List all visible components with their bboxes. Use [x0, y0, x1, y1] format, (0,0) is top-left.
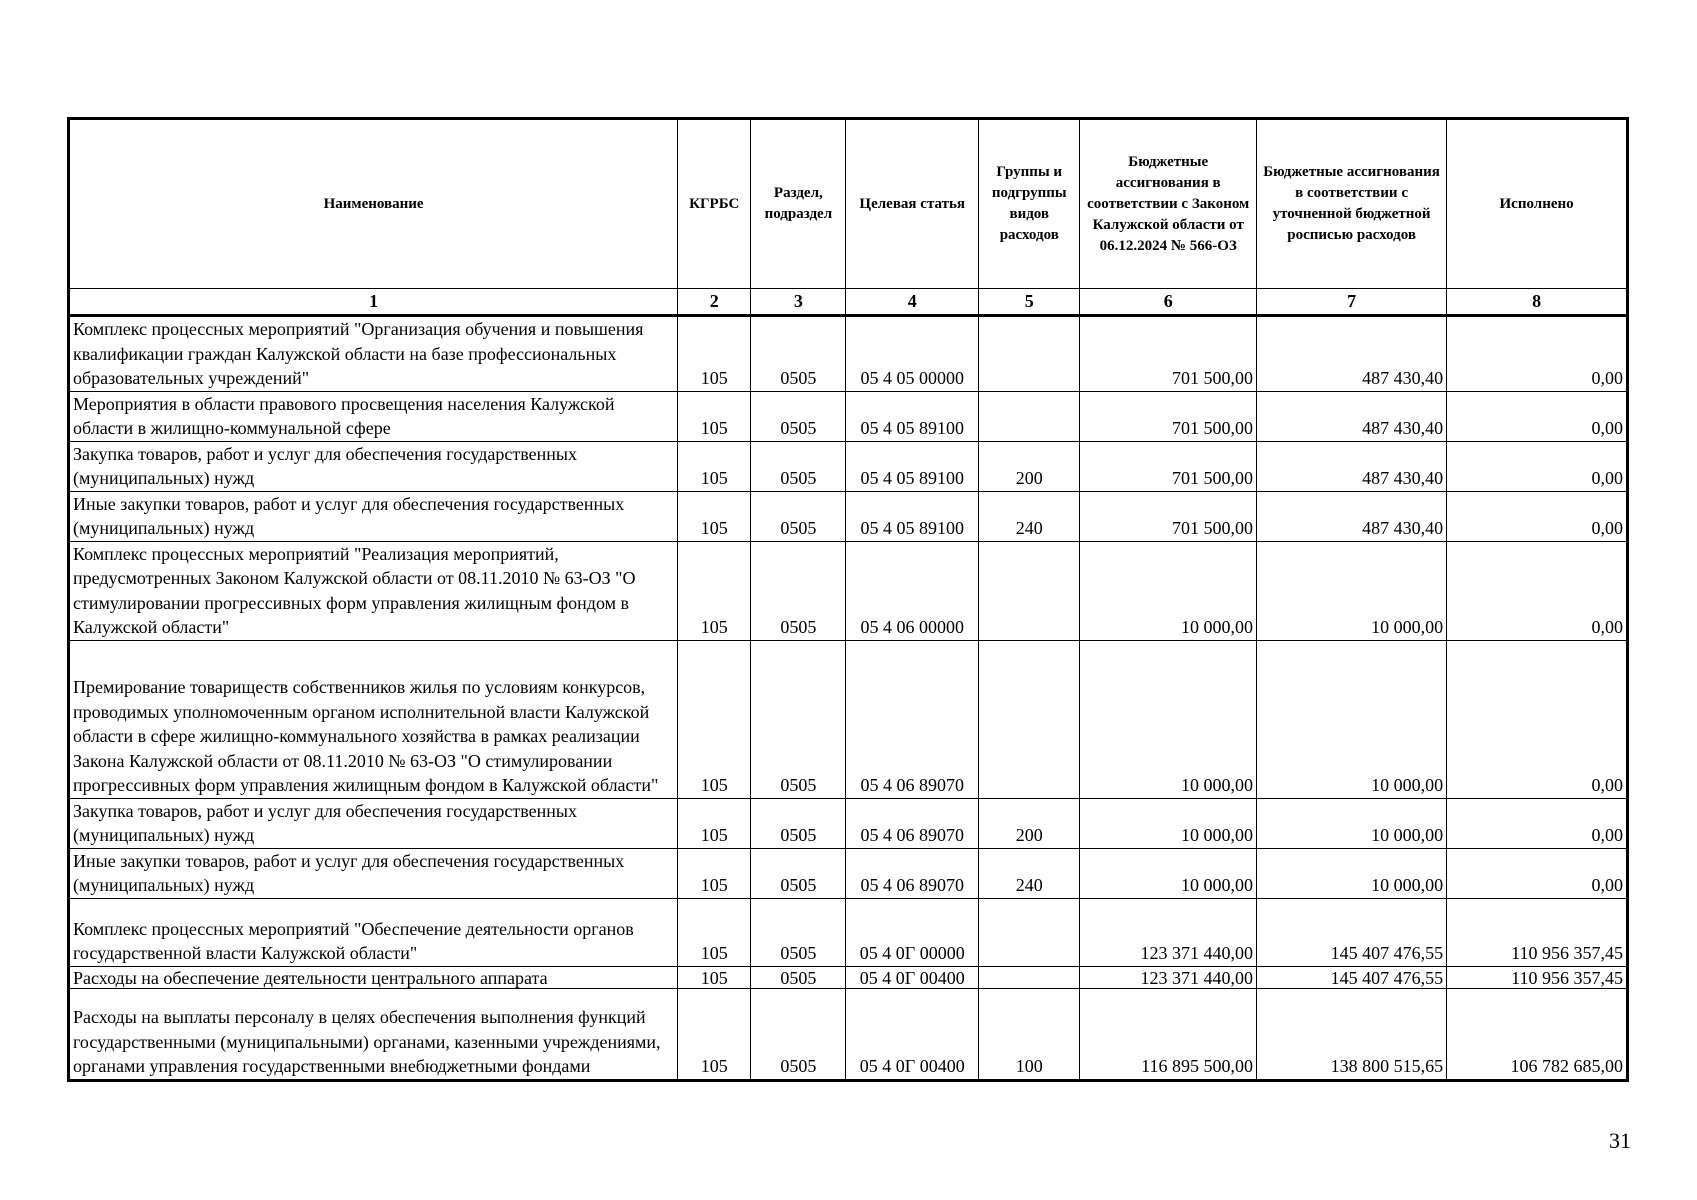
header-law-allocations: Бюджетные ассигнования в соответствии с Законом Калужской области от 06.12.2024 № 566-ОЗ [1080, 119, 1257, 289]
cell-refined-allocation: 138 800 515,65 [1257, 988, 1447, 1080]
cell-name: Иные закупки товаров, работ и услуг для обеспечения государственных (муниципальных) нужд [69, 848, 678, 898]
table-header [69, 119, 1628, 316]
cell-name: Комплекс процессных мероприятий "Обеспечение деятельности органов государственной власти Калужской области" [69, 898, 678, 966]
table-row [69, 798, 1628, 848]
column-number: 2 [678, 289, 751, 316]
budget-table [67, 117, 1629, 1082]
cell-group: 200 [979, 441, 1080, 491]
cell-executed: 0,00 [1447, 441, 1628, 491]
cell-executed: 110 956 357,45 [1447, 898, 1628, 966]
cell-group: 100 [979, 988, 1080, 1080]
cell-law-allocation: 701 500,00 [1080, 316, 1257, 392]
cell-group [979, 640, 1080, 798]
column-number: 7 [1257, 289, 1447, 316]
cell-kgrbs: 105 [678, 316, 751, 392]
cell-name: Премирование товариществ собственников жилья по условиям конкурсов, проводимых уполномоченным органом исполнительной власти Калужской области в сфере жилищно-коммунального хозяйства в рамках реализации Закона Калужской области от 08.11.2010 № 63-ОЗ "О стимулировании прогрессивных форм управления жилищным фондом в Калужской области" [69, 640, 678, 798]
cell-name: Расходы на обеспечение деятельности центрального аппарата [69, 966, 678, 988]
table-row [69, 848, 1628, 898]
cell-group: 200 [979, 798, 1080, 848]
cell-kgrbs: 105 [678, 848, 751, 898]
cell-target: 05 4 05 89100 [846, 491, 979, 541]
cell-refined-allocation: 10 000,00 [1257, 541, 1447, 640]
cell-name: Расходы на выплаты персоналу в целях обеспечения выполнения функций государственными (муниципальными) органами, казенными учреждениями, органами управления государственными внебюджетными фондами [69, 988, 678, 1080]
cell-group [979, 966, 1080, 988]
cell-group [979, 391, 1080, 441]
cell-target: 05 4 06 89070 [846, 640, 979, 798]
cell-group: 240 [979, 491, 1080, 541]
cell-kgrbs: 105 [678, 988, 751, 1080]
table-row [69, 316, 1628, 392]
cell-refined-allocation: 10 000,00 [1257, 798, 1447, 848]
column-number: 5 [979, 289, 1080, 316]
cell-kgrbs: 105 [678, 491, 751, 541]
cell-section: 0505 [751, 391, 846, 441]
cell-target: 05 4 0Г 00400 [846, 988, 979, 1080]
column-number: 8 [1447, 289, 1628, 316]
table-row [69, 966, 1628, 988]
cell-name: Закупка товаров, работ и услуг для обеспечения государственных (муниципальных) нужд [69, 798, 678, 848]
cell-section: 0505 [751, 316, 846, 392]
cell-target: 05 4 05 89100 [846, 441, 979, 491]
cell-target: 05 4 0Г 00000 [846, 898, 979, 966]
header-kgrbs: КГРБС [678, 119, 751, 289]
cell-executed: 0,00 [1447, 848, 1628, 898]
cell-refined-allocation: 487 430,40 [1257, 316, 1447, 392]
column-number-row [69, 289, 1628, 316]
cell-kgrbs: 105 [678, 798, 751, 848]
cell-executed: 0,00 [1447, 316, 1628, 392]
cell-refined-allocation: 10 000,00 [1257, 848, 1447, 898]
cell-section: 0505 [751, 541, 846, 640]
cell-executed: 110 956 357,45 [1447, 966, 1628, 988]
cell-group [979, 316, 1080, 392]
header-target: Целевая статья [846, 119, 979, 289]
cell-refined-allocation: 145 407 476,55 [1257, 966, 1447, 988]
table-row [69, 640, 1628, 798]
cell-group [979, 541, 1080, 640]
cell-executed: 0,00 [1447, 640, 1628, 798]
cell-section: 0505 [751, 848, 846, 898]
cell-section: 0505 [751, 640, 846, 798]
header-groups: Группы и подгруппы видов расходов [979, 119, 1080, 289]
header-executed: Исполнено [1447, 119, 1628, 289]
cell-executed: 0,00 [1447, 491, 1628, 541]
table-row [69, 541, 1628, 640]
cell-name: Мероприятия в области правового просвещения населения Калужской области в жилищно-коммунальной сфере [69, 391, 678, 441]
cell-executed: 0,00 [1447, 391, 1628, 441]
cell-refined-allocation: 487 430,40 [1257, 491, 1447, 541]
header-name: Наименование [69, 119, 678, 289]
cell-section: 0505 [751, 898, 846, 966]
cell-refined-allocation: 487 430,40 [1257, 391, 1447, 441]
cell-group: 240 [979, 848, 1080, 898]
cell-section: 0505 [751, 491, 846, 541]
header-refined-allocations: Бюджетные ассигнования в соответствии с уточненной бюджетной росписью расходов [1257, 119, 1447, 289]
cell-law-allocation: 10 000,00 [1080, 798, 1257, 848]
cell-section: 0505 [751, 441, 846, 491]
cell-name: Комплекс процессных мероприятий "Организация обучения и повышения квалификации граждан Калужской области на базе профессиональных образовательных учреждений" [69, 316, 678, 392]
cell-refined-allocation: 487 430,40 [1257, 441, 1447, 491]
cell-kgrbs: 105 [678, 966, 751, 988]
cell-refined-allocation: 10 000,00 [1257, 640, 1447, 798]
cell-group [979, 898, 1080, 966]
cell-kgrbs: 105 [678, 391, 751, 441]
table-row [69, 391, 1628, 441]
cell-executed: 0,00 [1447, 541, 1628, 640]
cell-refined-allocation: 145 407 476,55 [1257, 898, 1447, 966]
cell-law-allocation: 123 371 440,00 [1080, 966, 1257, 988]
cell-kgrbs: 105 [678, 441, 751, 491]
cell-law-allocation: 701 500,00 [1080, 441, 1257, 491]
cell-section: 0505 [751, 966, 846, 988]
cell-law-allocation: 701 500,00 [1080, 391, 1257, 441]
cell-executed: 106 782 685,00 [1447, 988, 1628, 1080]
cell-name: Иные закупки товаров, работ и услуг для обеспечения государственных (муниципальных) нужд [69, 491, 678, 541]
cell-target: 05 4 0Г 00400 [846, 966, 979, 988]
cell-name: Комплекс процессных мероприятий "Реализация мероприятий, предусмотренных Законом Калужской области от 08.11.2010 № 63-ОЗ "О стимулировании прогрессивных форм управления жилищным фондом в Калужской области" [69, 541, 678, 640]
table-row [69, 898, 1628, 966]
table-body [69, 316, 1628, 1081]
cell-kgrbs: 105 [678, 541, 751, 640]
cell-executed: 0,00 [1447, 798, 1628, 848]
cell-kgrbs: 105 [678, 640, 751, 798]
cell-name: Закупка товаров, работ и услуг для обеспечения государственных (муниципальных) нужд [69, 441, 678, 491]
table-row [69, 441, 1628, 491]
cell-law-allocation: 123 371 440,00 [1080, 898, 1257, 966]
column-number: 3 [751, 289, 846, 316]
cell-law-allocation: 10 000,00 [1080, 541, 1257, 640]
column-number: 1 [69, 289, 678, 316]
cell-law-allocation: 116 895 500,00 [1080, 988, 1257, 1080]
cell-target: 05 4 05 89100 [846, 391, 979, 441]
column-number: 6 [1080, 289, 1257, 316]
cell-target: 05 4 06 89070 [846, 798, 979, 848]
cell-target: 05 4 06 89070 [846, 848, 979, 898]
table-row [69, 491, 1628, 541]
header-section: Раздел, подраздел [751, 119, 846, 289]
column-number: 4 [846, 289, 979, 316]
cell-kgrbs: 105 [678, 898, 751, 966]
cell-target: 05 4 05 00000 [846, 316, 979, 392]
cell-law-allocation: 701 500,00 [1080, 491, 1257, 541]
cell-section: 0505 [751, 798, 846, 848]
cell-law-allocation: 10 000,00 [1080, 640, 1257, 798]
page-number: 31 [1609, 1128, 1631, 1153]
table-row [69, 988, 1628, 1080]
cell-section: 0505 [751, 988, 846, 1080]
cell-law-allocation: 10 000,00 [1080, 848, 1257, 898]
cell-target: 05 4 06 00000 [846, 541, 979, 640]
